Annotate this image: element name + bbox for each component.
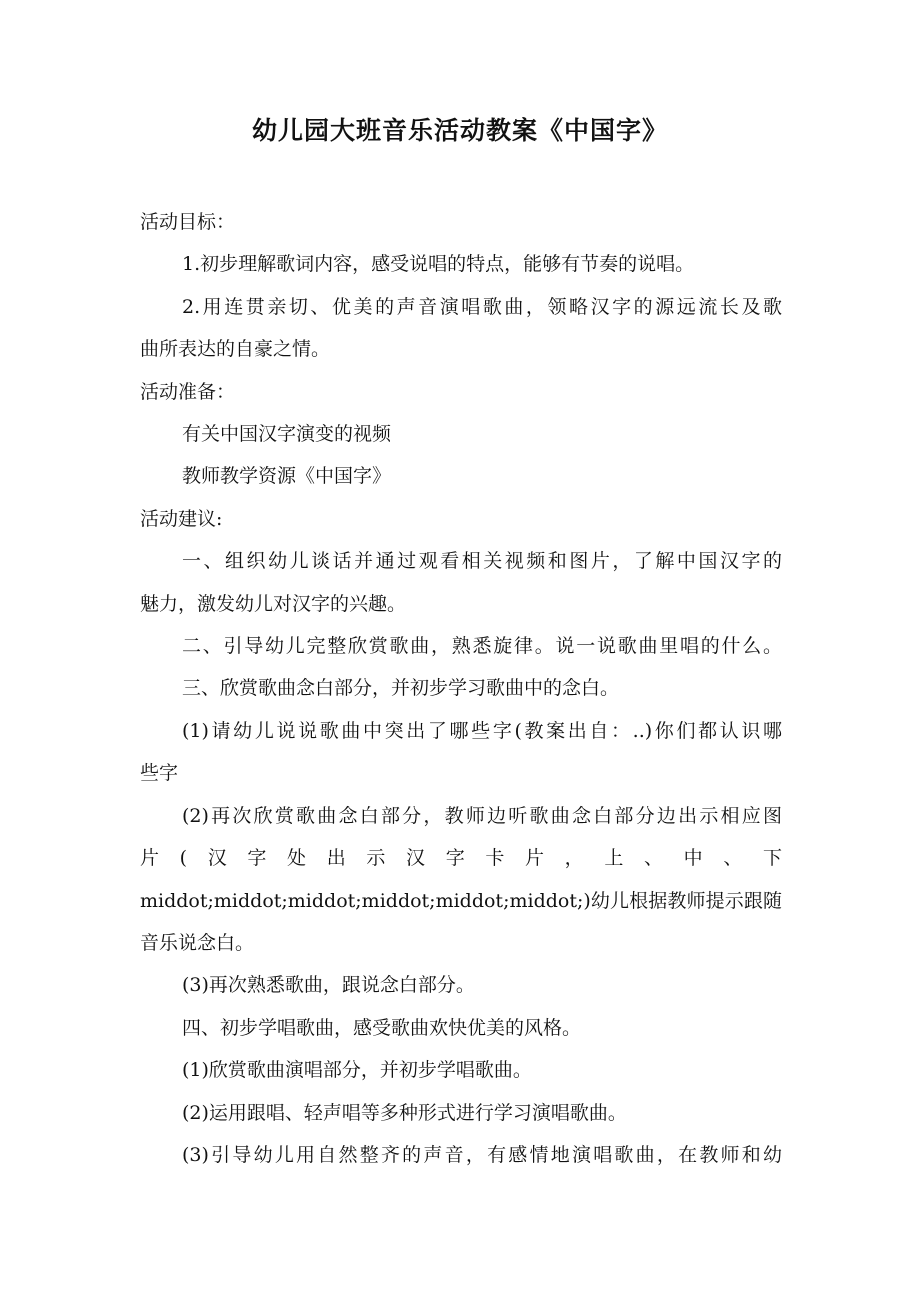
paragraph-line: 2.用连贯亲切、优美的声音演唱歌曲，领略汉字的源远流长及歌 [182,295,782,318]
paragraph-line: 教师教学资源《中国字》 [182,465,392,488]
paragraph-line: (2)再次欣赏歌曲念白部分，教师边听歌曲念白部分边出示相应图 [182,804,782,827]
section-heading-preparation: 活动准备： [140,380,236,403]
paragraph-line: 一、组织幼儿谈话并通过观看相关视频和图片，了解中国汉字的 [182,550,782,573]
paragraph-line: (1)欣赏歌曲演唱部分，并初步学唱歌曲。 [182,1059,532,1082]
paragraph-line: 二、引导幼儿完整欣赏歌曲，熟悉旋律。说一说歌曲里唱的什么。 [182,635,782,658]
paragraph-line: 片(汉字处出示汉字卡片，上、中、下 [140,847,782,870]
paragraph-line: 有关中国汉字演变的视频 [182,423,392,446]
paragraph-line: 1.初步理解歌词内容，感受说唱的特点，能够有节奏的说唱。 [182,253,695,276]
paragraph-line: 曲所表达的自豪之情。 [140,338,331,361]
paragraph-line: (1)请幼儿说说歌曲中突出了哪些字(教案出自：..)你们都认识哪 [182,719,782,742]
paragraph-line: middot;middot;middot;middot;middot;middot;)幼儿根据教师提示跟随 [140,889,782,912]
paragraph-line: 四、初步学唱歌曲，感受歌曲欢快优美的风格。 [182,1016,582,1039]
section-heading-goals: 活动目标： [140,211,236,233]
document-body [140,201,782,1176]
paragraph-line: (3)引导幼儿用自然整齐的声音，有感情地演唱歌曲，在教师和幼 [182,1143,782,1166]
paragraph-line: (3)再次熟悉歌曲，跟说念白部分。 [182,974,475,997]
paragraph-line: (2)运用跟唱、轻声唱等多种形式进行学习演唱歌曲。 [182,1101,627,1124]
section-heading-suggestions: 活动建议: [140,507,223,530]
paragraph-line: 三、欣赏歌曲念白部分，并初步学习歌曲中的念白。 [182,677,620,700]
document-title: 幼儿园大班音乐活动教案《中国字》 [251,116,668,145]
paragraph-line: 些字 [140,762,179,785]
paragraph-line: 音乐说念白。 [140,931,255,954]
paragraph-line: 魅力，激发幼儿对汉字的兴趣。 [140,592,407,615]
